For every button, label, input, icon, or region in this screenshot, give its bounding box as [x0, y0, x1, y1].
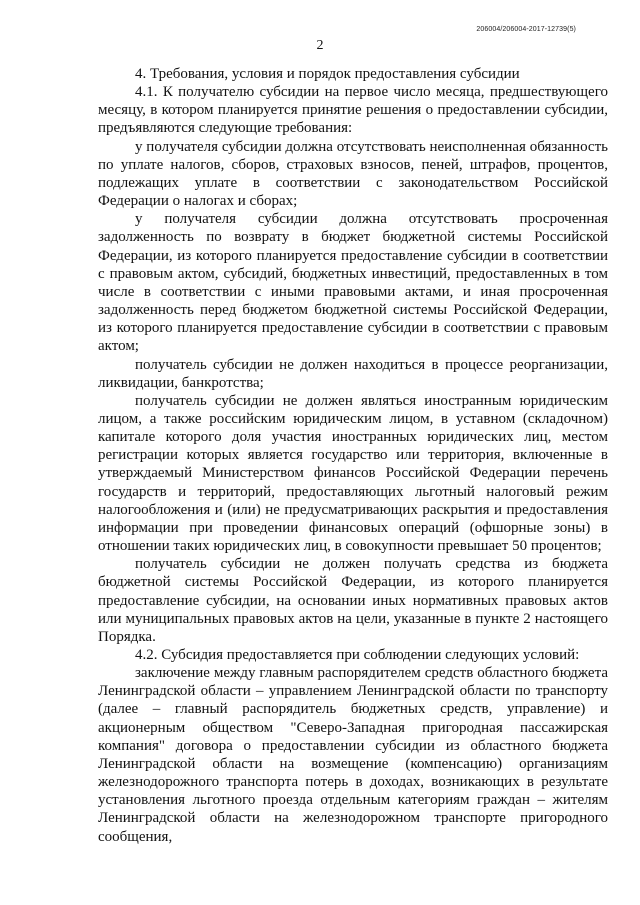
paragraph: у получателя субсидии должна отсутствовать просроченная задолженность по возврату в бюджет бюджетной системы Российской Федерации, из которого планируется предоставление субсидии в соответствии с правовым актом, субсидий, бюджетных инвестиций, предоставленных в том числе в соответствии с иными правовыми актами, и иная просроченная задолженность перед бюджетом бюджетной системы Российской Федерации, из которого планируется предоставление субсидии в соответствии с правовым актом;: [98, 211, 608, 355]
paragraph: получатель субсидии не должен являться иностранным юридическим лицом, а также российским юридическим лицом, в уставном (складочном) капитале которого доля участия иностранных юридических лиц, местом регистрации которых является государство или территория, включенные в утверждаемый Министерством финансов Российской Федерации перечень государств и территорий, предоставляющих льготный налоговый режим налогообложения и (или) не предусматривающих раскрытия и предоставления информации при проведении финансовых операций (офшорные зоны) в отношении таких юридических лиц, в совокупности превышает 50 процентов;: [98, 392, 608, 555]
paragraph: 4.2. Субсидия предоставляется при соблюдении следующих условий:: [135, 647, 580, 663]
document-id: 206004/206004-2017-12739(5): [476, 26, 576, 33]
paragraph: 4.1. К получателю субсидии на первое число месяца, предшествующего месяцу, в котором планируется принятие решения о предоставлении субсидии, предъявляются следующие требования:: [98, 84, 608, 137]
section-heading: 4. Требования, условия и порядок предоставления субсидии: [135, 66, 520, 82]
paragraph: получатель субсидии не должен находиться в процессе реорганизации, ликвидации, банкротства;: [98, 356, 608, 391]
paragraph: заключение между главным распорядителем средств областного бюджета Ленинградской области – управлением Ленинградской области по транспорту (далее – главный распорядитель бюджетных средств, управление) и акционерным обществом "Северо-Западная пригородная пассажирская компания" договора о предоставлении субсидии из областного бюджета Ленинградской области на возмещение (компенсацию) организациям железнодорожного транспорта потерь в доходах, возникающих в результате установления льготного проезда отдельным категориям граждан – жителям Ленинградской области на железнодорожном транспорте пригородного сообщения,: [98, 665, 608, 845]
paragraph: получатель субсидии не должен получать средства из бюджета бюджетной системы Российской Федерации, из которого планируется предоставление субсидии, на основании иных нормативных правовых актов или муниципальных правовых актов на цели, указанные в пункте 2 настоящего Порядка.: [98, 556, 608, 645]
document-body: [98, 65, 608, 846]
paragraph: у получателя субсидии должна отсутствовать неисполненная обязанность по уплате налогов, сборов, страховых взносов, пеней, штрафов, процентов, подлежащих уплате в соответствии с законодательством Российской Федерации о налогах и сборах;: [98, 138, 608, 210]
page-number: 2: [316, 38, 324, 53]
